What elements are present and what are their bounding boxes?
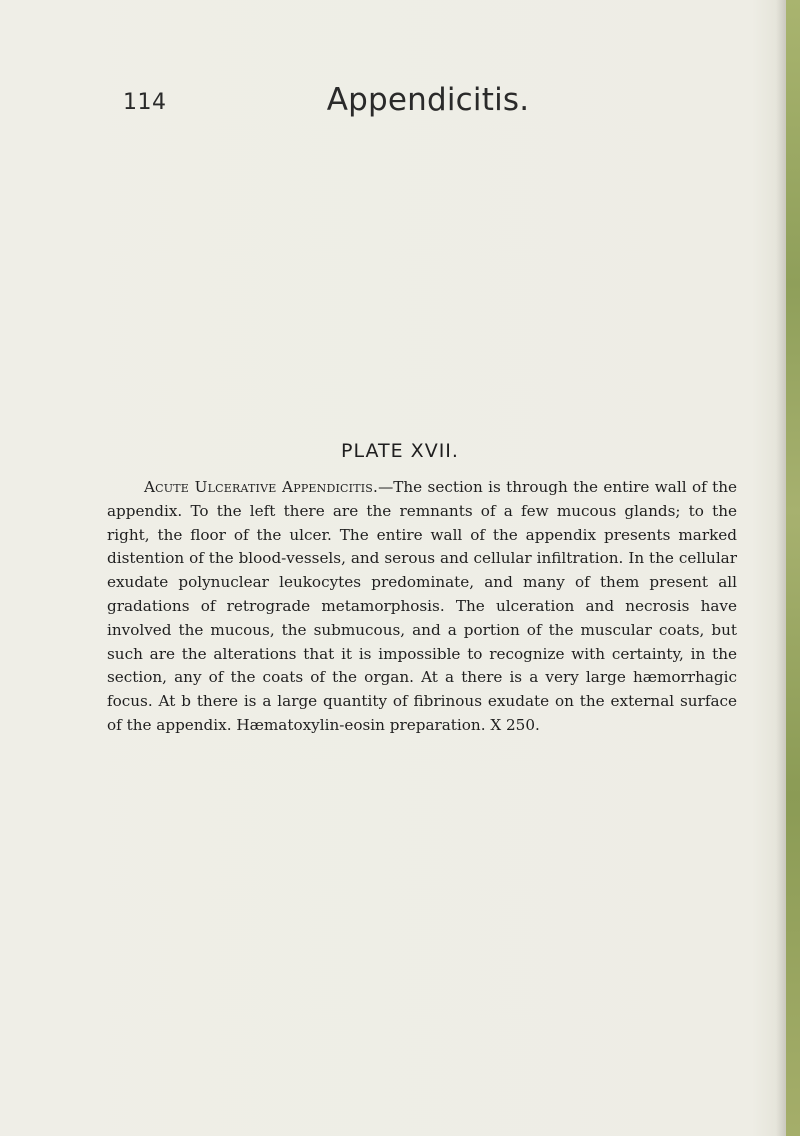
page-number: 114 <box>123 90 167 115</box>
caption-lead: Acute Ulcerative Appendicitis. <box>144 478 379 496</box>
plate-caption <box>107 476 737 738</box>
plate-heading: PLATE XVII. <box>341 440 459 462</box>
binding-shadow <box>776 0 786 1136</box>
caption-body: —The section is through the entire wall of the appendix. To the left there are the remnants of a few mucous glands; to the right, the floor of the ulcer. The entire wall of the appendix presents marked distention of the blood-vessels, and serous and cellular infiltration. In the cellular exudate polynuclear leukocytes predominate, and many of them present all gradations of retrograde metamorphosis. The ulceration and necrosis have involved the mucous, the submucous, and a portion of the muscular coats, but such are the alterations that it is impossible to recognize with certainty, in the section, any of the coats of the organ. At a there is a very large hæmorrhagic focus. At b there is a large quantity of fibrinous exudate on the external surface of the appendix. Hæmatoxylin-eosin preparation. X 250. <box>107 478 738 734</box>
running-head <box>123 82 733 128</box>
caption-paragraph <box>107 476 737 738</box>
binding-edge <box>786 0 800 1136</box>
running-title: Appendicitis. <box>326 82 530 118</box>
